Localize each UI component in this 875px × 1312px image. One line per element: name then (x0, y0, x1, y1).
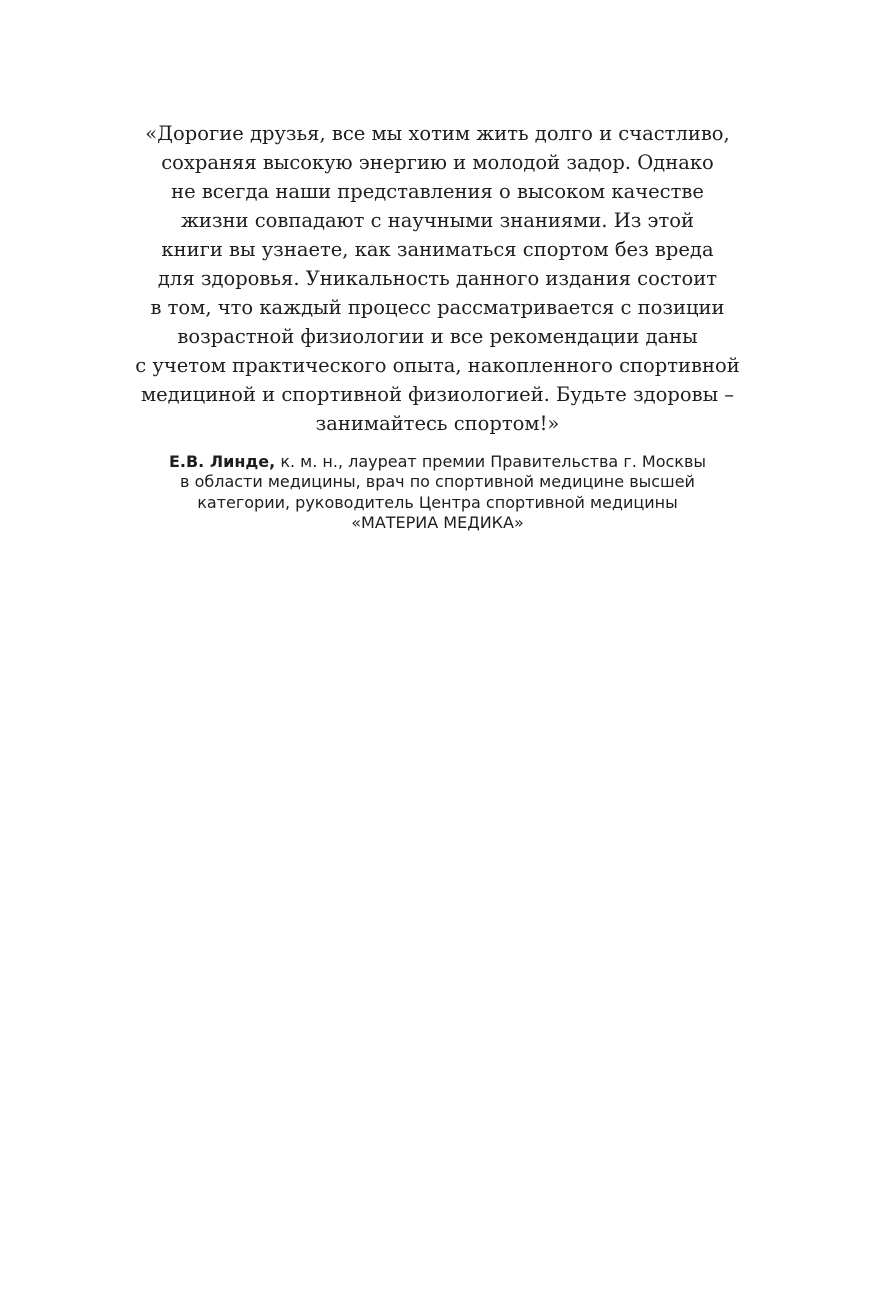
attribution-line (60, 452, 815, 472)
author-name: Е.В. Линде, (168, 452, 276, 471)
quote-attribution (60, 452, 815, 533)
quote-line: с учетом практического опыта, накопленного спортивной (135, 354, 740, 377)
attribution-line: «МАТЕРИА МЕДИКА» (351, 512, 524, 532)
quote-line: не всегда наши представления о высоком качестве (171, 180, 704, 203)
attribution-line: в области медицины, врач по спортивной медицине высшей (180, 472, 695, 492)
quote-line: медициной и спортивной физиологией. Будьте здоровы – (140, 383, 735, 406)
quote-line: занимайтесь спортом!» (315, 412, 560, 435)
author-credentials: к. м. н., лауреат премии Правительства г. Москвы (275, 452, 707, 471)
quote-line: сохраняя высокую энергию и молодой задор. Однако (161, 151, 714, 174)
quote-line: для здоровья. Уникальность данного издания состоит (157, 267, 718, 290)
quote-line: возрастной физиологии и все рекомендации даны (177, 325, 698, 348)
quote-line: жизни совпадают с научными знаниями. Из этой (180, 209, 694, 232)
quote-line: в том, что каждый процесс рассматривается с позиции (150, 296, 725, 319)
quote-text (60, 119, 815, 438)
quote-line: «Дорогие друзья, все мы хотим жить долго и счастливо, (145, 122, 730, 145)
quote-line: книги вы узнаете, как заниматься спортом без вреда (161, 238, 714, 261)
attribution-line: категории, руководитель Центра спортивной медицины (197, 492, 678, 512)
